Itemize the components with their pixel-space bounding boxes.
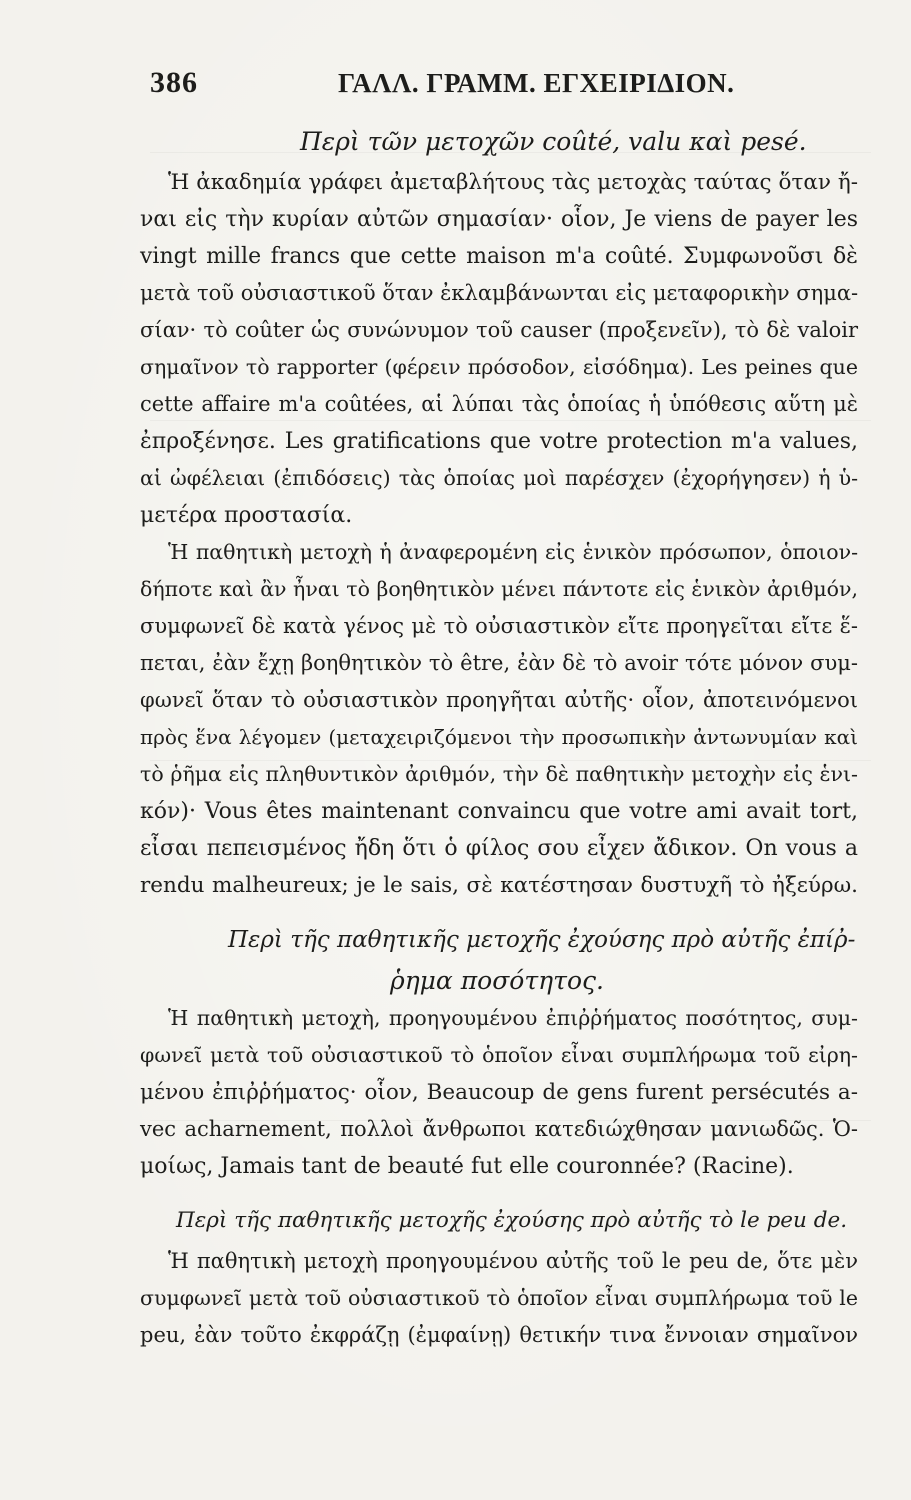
text-line: μοίως, Jamais tant de beauté fut elle couronnée? (Racine). [140, 1154, 794, 1179]
text-line: ναι εἰς τὴν κυρίαν αὐτῶν σημασίαν· οἷον, Je viens de payer les [140, 207, 858, 232]
text-line: Ἡ παθητικὴ μετοχὴ ἡ ἀναφερομένη εἰς ἑνικὸν πρόσωπον, ὁποιον- [168, 540, 858, 564]
text-line: αἱ ὠφέλειαι (ἐπιδόσεις) τὰς ὁποίας μοὶ παρέσχεν (ἐχορήγησεν) ἡ ὑ- [140, 466, 858, 490]
text-line: cette affaire m'a coûtées, αἱ λύπαι τὰς ὁποίας ἡ ὑπόθεσις αὕτη μὲ [140, 392, 858, 416]
text-line: Ἡ ἀκαδημία γράφει ἀμεταβλήτους τὰς μετοχὰς ταύτας ὅταν ἤ- [168, 170, 858, 195]
text-line: μετέρα προστασία. [140, 503, 353, 528]
text-line: σημαῖνον τὸ rapporter (φέρειν πρόσοδον, εἰσόδημα). Les peines que [140, 355, 858, 379]
text-line: συμφωνεῖ μετὰ τοῦ οὐσιαστικοῦ τὸ ὁποῖον εἶναι συμπλήρωμα τοῦ le [140, 1286, 858, 1310]
text-line: Ἡ παθητικὴ μετοχὴ, προηγουμένου ἐπιῤῥήματος ποσότητος, συμ- [168, 1006, 858, 1030]
text-line: σίαν· τὸ coûter ὡς συνώνυμον τοῦ causer (προξενεῖν), τὸ δὲ valoir [140, 318, 858, 342]
text-line: δήποτε καὶ ἂν ἦναι τὸ βοηθητικὸν μένει πάντοτε εἰς ἑνικὸν ἀριθμόν, [140, 577, 858, 601]
text-line: Ἡ παθητικὴ μετοχὴ προηγουμένου αὐτῆς τοῦ le peu de, ὅτε μὲν [168, 1249, 858, 1273]
text-line: συμφωνεῖ δὲ κατὰ γένος μὲ τὸ οὐσιαστικὸν εἴτε προηγεῖται εἴτε ἕ- [140, 614, 858, 638]
text-line: vingt mille francs que cette maison m'a coûté. Συμφωνοῦσι δὲ [140, 244, 858, 269]
text-line: μένου ἐπιῤῥήματος· οἷον, Beaucoup de gens furent persécutés a- [140, 1080, 858, 1105]
section-heading: Περὶ τῶν μετοχῶν coûté, valu καὶ pesé. [300, 127, 807, 156]
text-line: πρὸς ἕνα λέγομεν (μεταχειριζόμενοι τὴν προσωπικὴν ἀντωνυμίαν καὶ [140, 725, 858, 749]
section-heading-continuation: ῥημα ποσότητος. [390, 966, 604, 995]
running-title: ΓΑΛΛ. ΓΡΑΜΜ. ΕΓΧΕΙΡΙΔΙΟΝ. [338, 68, 735, 98]
page-number: 386 [150, 66, 198, 99]
text-line: rendu malheureux; je le sais, σὲ κατέστησαν δυστυχῆ τὸ ἠξεύρω. [140, 873, 858, 898]
text-line: εἶσαι πεπεισμένος ἤδη ὅτι ὁ φίλος σου εἶχεν ἄδικον. On vous a [140, 836, 858, 861]
text-line: ἐπροξένησε. Les gratifications que votre protection m'a values, [140, 429, 858, 454]
page-body [140, 112, 858, 1354]
text-line: peu, ἐὰν τοῦτο ἐκφράζῃ (ἐμφαίνῃ) θετικήν τινα ἔννοιαν σημαῖνον [140, 1323, 858, 1347]
text-line: πεται, ἐὰν ἔχῃ βοηθητικὸν τὸ être, ἐὰν δὲ τὸ avoir τότε μόνον συμ- [140, 651, 858, 675]
text-line: τὸ ῥῆμα εἰς πληθυντικὸν ἀριθμόν, τὴν δὲ παθητικὴν μετοχὴν εἰς ἑνι- [140, 762, 858, 786]
section-heading: Περὶ τῆς παθητικῆς μετοχῆς ἐχούσης πρὸ αὐτῆς ἐπίῤ- [228, 927, 856, 953]
text-line: μετὰ τοῦ οὐσιαστικοῦ ὅταν ἐκλαμβάνωνται εἰς μεταφορικὴν σημα- [140, 281, 859, 305]
page-header [138, 66, 878, 106]
section-heading: Περὶ τῆς παθητικῆς μετοχῆς ἐχούσης πρὸ αὐτῆς τὸ le peu de. [176, 1208, 848, 1233]
text-line: φωνεῖ μετὰ τοῦ οὐσιαστικοῦ τὸ ὁποῖον εἶναι συμπλήρωμα τοῦ εἰρη- [140, 1043, 858, 1067]
text-line: κόν)· Vous êtes maintenant convaincu que votre ami avait tort, [140, 799, 858, 824]
text-line: φωνεῖ ὅταν τὸ οὐσιαστικὸν προηγῆται αὐτῆς· οἷον, ἀποτεινόμενοι [140, 688, 858, 712]
text-line: vec acharnement, πολλοὶ ἄνθρωποι κατεδιώχθησαν μανιωδῶς. Ὁ- [140, 1117, 858, 1141]
